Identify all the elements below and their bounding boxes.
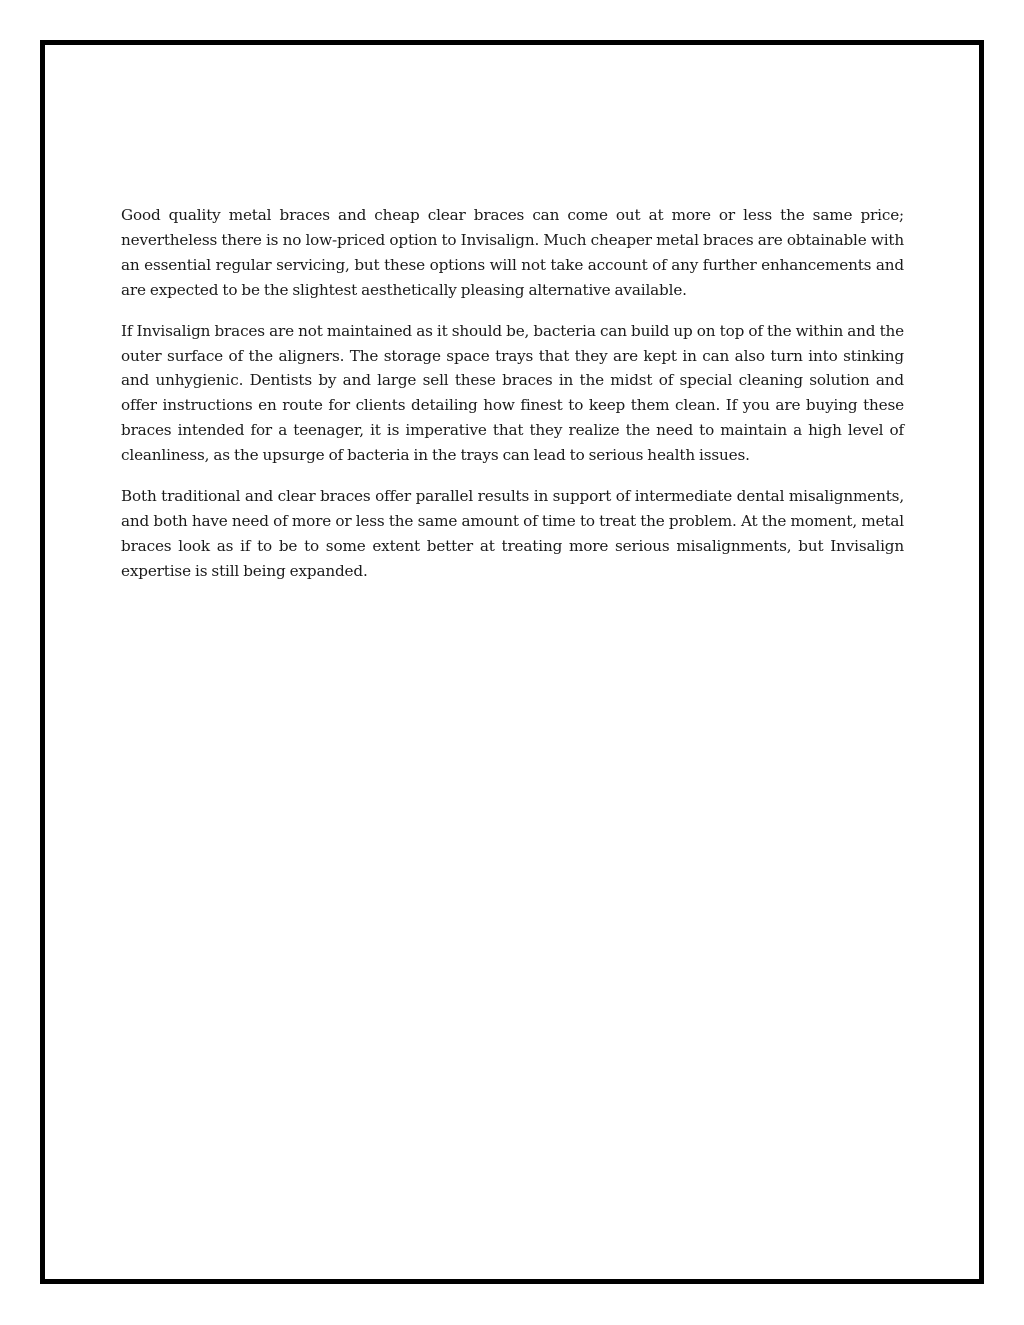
paragraph-treatment-results: Both traditional and clear braces offer parallel results in support of intermediate dental misalignments, and both have need of more or less the same amount of time to treat the problem. At the moment, metal braces look as if to be to some extent better at treating more serious misalignments, but Invisalign expertise is still being expanded. [121,487,904,580]
paragraph-invisalign-hygiene: If Invisalign braces are not maintained as it should be, bacteria can build up on top of the within and the outer surface of the aligners. The storage space trays that they are kept in can also turn into stinking and unhygienic. Dentists by and large sell these braces in the midst of special cleaning solution and offer instructions en route for clients detailing how finest to keep them clean. If you are buying these braces intended for a teenager, it is imperative that they realize the need to maintain a high level of cleanliness, as the upsurge of bacteria in the trays can lead to serious health issues. [121,321,904,465]
document-body [121,203,904,600]
paragraph-price-comparison: Good quality metal braces and cheap clear braces can come out at more or less the same price; nevertheless there is no low-priced option to Invisalign. Much cheaper metal braces are obtainable with an essential regular servicing, but these options will not take account of any further enhancements and are expected to be the slightest aesthetically pleasing alternative available. [121,206,904,299]
